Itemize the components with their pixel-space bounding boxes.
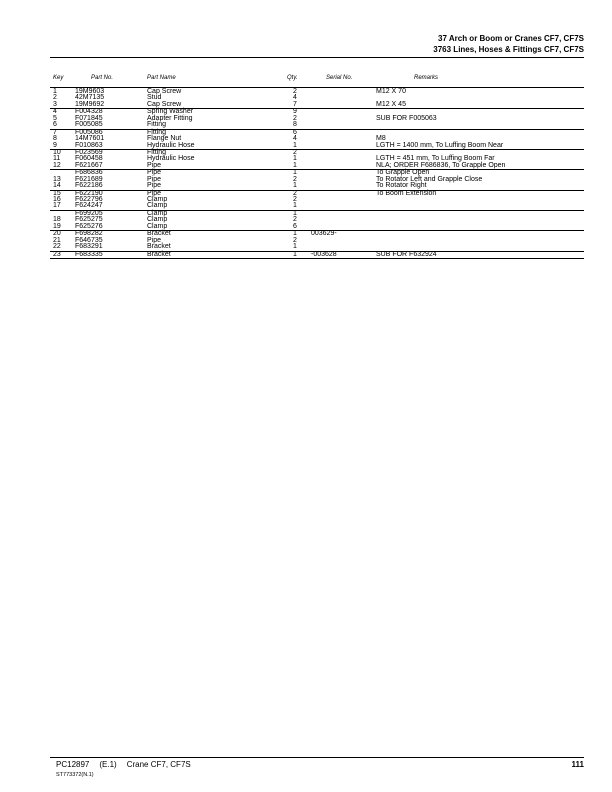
cell-part-no: F023569: [75, 148, 103, 156]
cell-part-name: Clamp: [147, 196, 168, 203]
cell-part-no: 19M9603: [75, 88, 105, 95]
cell-qty: 2: [293, 88, 297, 95]
cell-key: 9: [53, 141, 57, 149]
cell-key: 4: [53, 108, 57, 116]
cell-part-name: Cap Screw: [147, 100, 182, 108]
column-header-part-no: Part No.: [91, 75, 114, 81]
cell-part-no: F625276: [75, 222, 103, 230]
cell-remarks: M12 X 45: [376, 100, 406, 108]
column-header-qty: Qty.: [287, 75, 298, 81]
cell-qty: 2: [293, 196, 297, 203]
cell-qty: 6: [293, 128, 297, 136]
cell-remarks: To Grapple Open: [376, 169, 430, 177]
cell-part-name: Fitting: [147, 128, 167, 136]
cell-part-name: Adapter Fitting: [147, 114, 193, 122]
cell-part-name: Fitting: [147, 148, 167, 156]
cell-part-name: Hydraulic Hose: [147, 141, 195, 149]
cell-part-name: Pipe: [147, 182, 162, 190]
cell-part-name: Fitting: [147, 121, 167, 129]
cell-key: 14: [53, 182, 61, 190]
cell-part-name: Clamp: [147, 209, 168, 217]
cell-part-name: Pipe: [147, 236, 162, 244]
cell-remarks: M12 X 70: [376, 88, 406, 95]
cell-part-name: Clamp: [147, 222, 168, 230]
cell-key: 2: [53, 94, 57, 102]
cell-remarks: SUB FOR F632924: [376, 250, 437, 258]
cell-serial-no: -003628: [311, 250, 337, 258]
cell-key: 11: [53, 155, 61, 163]
cell-qty: 2: [293, 216, 297, 224]
cell-part-no: F622190: [75, 189, 103, 197]
header-rule: [50, 57, 584, 58]
cell-qty: 1: [293, 243, 297, 251]
cell-part-no: F622796: [75, 196, 103, 203]
cell-qty: 2: [293, 175, 297, 183]
cell-remarks: To Rotator Right: [376, 182, 427, 190]
cell-part-no: F005085: [75, 121, 103, 129]
column-header-key: Key: [53, 75, 64, 81]
cell-key: 17: [53, 202, 61, 210]
cell-qty: 1: [293, 230, 297, 238]
cell-part-name: Bracket: [147, 243, 171, 251]
subsection-title: 3763 Lines, Hoses & Fittings CF7, CF7S: [433, 45, 584, 54]
page-number: 111: [571, 760, 584, 769]
cell-qty: 2: [293, 236, 297, 244]
cell-part-name: Flange Nut: [147, 135, 182, 143]
cell-part-name: Cap Screw: [147, 88, 182, 95]
cell-qty: 1: [293, 250, 297, 258]
cell-key: 10: [53, 148, 61, 156]
cell-qty: 1: [293, 209, 297, 217]
cell-part-name: Pipe: [147, 175, 162, 183]
cell-part-name: Clamp: [147, 216, 168, 224]
column-header-serial-no: Serial No.: [326, 75, 353, 81]
parts-table: [0, 89, 612, 259]
cell-part-name: Bracket: [147, 230, 171, 238]
cell-key: 6: [53, 121, 57, 129]
cell-part-no: F621667: [75, 161, 103, 169]
cell-part-name: Pipe: [147, 161, 162, 169]
cell-key: 16: [53, 196, 61, 203]
cell-part-no: F005086: [75, 128, 103, 136]
cell-part-name: Stud: [147, 94, 162, 102]
cell-part-name: Spring Washer: [147, 108, 194, 116]
column-header-rule: [50, 87, 584, 88]
cell-part-no: F010863: [75, 141, 103, 149]
footer-edition: (E.1): [99, 760, 117, 769]
cell-key: 13: [53, 175, 61, 183]
cell-part-no: F625275: [75, 216, 103, 224]
cell-qty: 6: [293, 222, 297, 230]
cell-part-no: F683335: [75, 250, 103, 258]
cell-part-name: Hydraulic Hose: [147, 155, 195, 163]
cell-qty: 4: [293, 94, 297, 102]
cell-key: 19: [53, 222, 61, 230]
footer-title: Crane CF7, CF7S: [126, 760, 191, 769]
footer-doc-id: PC12897: [56, 760, 90, 769]
cell-part-no: F646735: [75, 236, 103, 244]
cell-key: 5: [53, 114, 57, 122]
footer-info: [56, 760, 201, 769]
cell-part-no: F071845: [75, 114, 103, 122]
cell-key: 20: [53, 230, 61, 238]
cell-part-name: Pipe: [147, 169, 162, 177]
cell-qty: 2: [293, 189, 297, 197]
cell-qty: 2: [293, 148, 297, 156]
cell-part-no: F621689: [75, 175, 103, 183]
cell-key: 15: [53, 189, 61, 197]
cell-key: 18: [53, 216, 61, 224]
cell-qty: 1: [293, 155, 297, 163]
cell-qty: 1: [293, 202, 297, 210]
cell-key: 3: [53, 100, 57, 108]
section-title: 37 Arch or Boom or Cranes CF7, CF7S: [438, 34, 584, 43]
cell-key: 22: [53, 243, 61, 251]
cell-key: 7: [53, 128, 57, 136]
cell-remarks: SUB FOR F005063: [376, 114, 437, 122]
cell-part-no: F060458: [75, 155, 103, 163]
cell-part-no: F622186: [75, 182, 103, 190]
cell-qty: 2: [293, 114, 297, 122]
cell-qty: 1: [293, 161, 297, 169]
column-header-remarks: Remarks: [414, 75, 439, 81]
cell-key: 1: [53, 88, 57, 95]
cell-qty: 1: [293, 169, 297, 177]
cell-remarks: LGTH = 1400 mm, To Luffing Boom Near: [376, 141, 504, 149]
cell-part-no: 14M7601: [75, 135, 105, 143]
cell-part-no: F683291: [75, 243, 103, 251]
cell-part-no: F686836: [75, 169, 103, 177]
footer-rule: [50, 757, 584, 758]
cell-qty: 1: [293, 182, 297, 190]
cell-remarks: To Boom Extension: [376, 189, 437, 197]
cell-key: 21: [53, 236, 61, 244]
cell-part-name: Clamp: [147, 202, 168, 210]
cell-part-no: 42M7135: [75, 94, 105, 102]
cell-part-name: Bracket: [147, 250, 171, 258]
group-divider: [50, 258, 584, 259]
cell-remarks: NLA; ORDER F686836, To Grapple Open: [376, 161, 506, 169]
cell-qty: 9: [293, 108, 297, 116]
cell-part-no: F004328: [75, 108, 103, 116]
cell-part-no: F699205: [75, 209, 103, 217]
column-header-part-name: Part Name: [147, 75, 176, 81]
cell-qty: 7: [293, 100, 297, 108]
cell-qty: 4: [293, 135, 297, 143]
cell-qty: 1: [293, 141, 297, 149]
cell-remarks: LGTH = 451 mm, To Luffing Boom Far: [376, 155, 495, 163]
cell-serial-no: 003629-: [311, 230, 337, 238]
cell-part-name: Pipe: [147, 189, 162, 197]
cell-key: 23: [53, 250, 61, 258]
cell-part-no: F624247: [75, 202, 103, 210]
cell-qty: 8: [293, 121, 297, 129]
cell-part-no: 19M9692: [75, 100, 105, 108]
cell-key: 12: [53, 161, 61, 169]
cell-remarks: To Rotator Left and Grapple Close: [376, 175, 483, 183]
cell-remarks: M8: [376, 135, 386, 143]
footer-code: ST773372(N.1): [56, 772, 94, 778]
cell-key: 8: [53, 135, 57, 143]
cell-part-no: F698282: [75, 230, 103, 238]
